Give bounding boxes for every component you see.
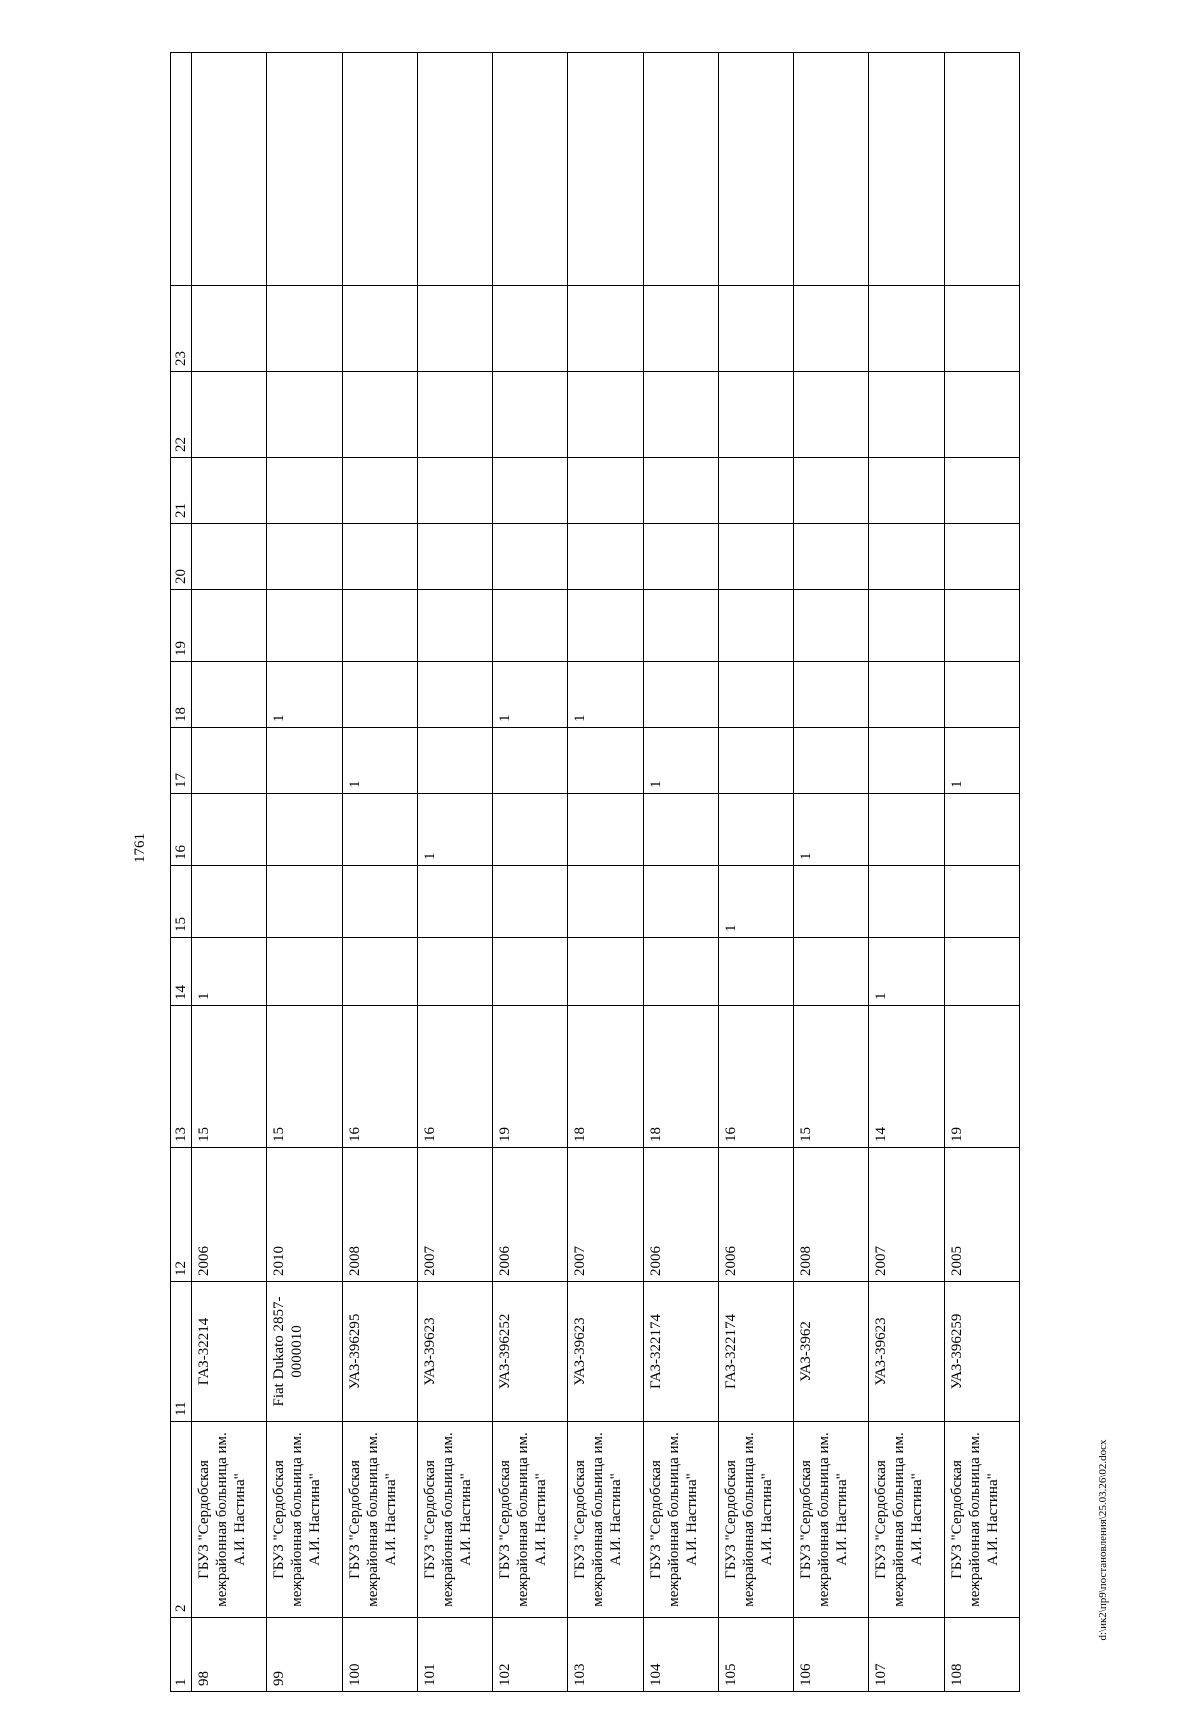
table-cell xyxy=(267,728,342,794)
table-cell xyxy=(643,794,718,866)
table-cell: 1 xyxy=(718,866,793,938)
table-cell: 1 xyxy=(869,938,944,1006)
table-cell xyxy=(568,728,643,794)
table-cell xyxy=(794,458,869,524)
table-cell: 16 xyxy=(718,1006,793,1148)
table-cell xyxy=(944,590,1019,662)
table-cell xyxy=(643,286,718,372)
column-header: 15 xyxy=(171,866,192,938)
filler-cell xyxy=(171,53,192,286)
table-cell xyxy=(568,866,643,938)
table-cell: 2006 xyxy=(643,1148,718,1282)
table-cell: 105 xyxy=(718,1618,793,1692)
column-header: 16 xyxy=(171,794,192,866)
table-cell xyxy=(192,524,267,590)
table-cell: 2006 xyxy=(192,1148,267,1282)
table-cell: ГАЗ-32214 xyxy=(192,1282,267,1422)
table-cell: ГБУЗ "Сердобская межрайонная больница им. А.И. Настина" xyxy=(944,1422,1019,1618)
filler-cell xyxy=(718,53,793,286)
table-cell xyxy=(493,590,568,662)
table-cell: 1 xyxy=(342,728,417,794)
table-cell: 2007 xyxy=(869,1148,944,1282)
filler-cell xyxy=(417,53,492,286)
table-cell: 14 xyxy=(869,1006,944,1148)
table-cell xyxy=(342,866,417,938)
table-cell xyxy=(643,458,718,524)
table-cell xyxy=(794,524,869,590)
table-body xyxy=(171,53,1020,1692)
table-cell xyxy=(342,794,417,866)
table-cell xyxy=(568,372,643,458)
table-cell: 2006 xyxy=(718,1148,793,1282)
table-cell: 15 xyxy=(192,1006,267,1148)
table-cell: 19 xyxy=(944,1006,1019,1148)
table-cell xyxy=(417,286,492,372)
table-cell xyxy=(794,728,869,794)
table-cell: ГБУЗ "Сердобская межрайонная больница им. А.И. Настина" xyxy=(493,1422,568,1618)
table-cell: 1 xyxy=(417,794,492,866)
table-cell xyxy=(718,524,793,590)
table-cell xyxy=(493,728,568,794)
table-cell xyxy=(568,590,643,662)
table-cell: ГБУЗ "Сердобская межрайонная больница им. А.И. Настина" xyxy=(192,1422,267,1618)
table-cell xyxy=(493,286,568,372)
column-header: 1 xyxy=(171,1618,192,1692)
table-cell xyxy=(267,866,342,938)
table-cell: 103 xyxy=(568,1618,643,1692)
table-cell xyxy=(718,794,793,866)
table-cell: ГБУЗ "Сердобская межрайонная больница им. А.И. Настина" xyxy=(342,1422,417,1618)
table-cell xyxy=(267,794,342,866)
table-cell xyxy=(869,866,944,938)
table-cell xyxy=(493,458,568,524)
table-cell xyxy=(417,458,492,524)
table-cell xyxy=(718,458,793,524)
column-header: 18 xyxy=(171,662,192,728)
table-cell xyxy=(267,524,342,590)
table-cell xyxy=(192,794,267,866)
table-cell xyxy=(417,662,492,728)
table-cell: 15 xyxy=(267,1006,342,1148)
table-row xyxy=(869,53,944,1692)
filler-cell xyxy=(944,53,1019,286)
page-number: 1761 xyxy=(132,833,148,863)
table-cell xyxy=(643,938,718,1006)
table-cell xyxy=(944,458,1019,524)
table-cell: ГБУЗ "Сердобская межрайонная больница им. А.И. Настина" xyxy=(869,1422,944,1618)
table-cell: 98 xyxy=(192,1618,267,1692)
table-cell: УАЗ-39623 xyxy=(417,1282,492,1422)
table-cell: 104 xyxy=(643,1618,718,1692)
table-cell xyxy=(718,662,793,728)
table-cell: 2005 xyxy=(944,1148,1019,1282)
table-cell xyxy=(944,662,1019,728)
table-cell xyxy=(869,794,944,866)
table-row xyxy=(643,53,718,1692)
table-cell xyxy=(192,728,267,794)
table-cell: 101 xyxy=(417,1618,492,1692)
table-cell: ГБУЗ "Сердобская межрайонная больница им. А.И. Настина" xyxy=(267,1422,342,1618)
table-cell: 108 xyxy=(944,1618,1019,1692)
table-row xyxy=(493,53,568,1692)
table-cell: 2008 xyxy=(342,1148,417,1282)
table-cell: Fiat Dukato 2857-0000010 xyxy=(267,1282,342,1422)
column-header: 20 xyxy=(171,524,192,590)
table-cell: ГБУЗ "Сердобская межрайонная больница им. А.И. Настина" xyxy=(794,1422,869,1618)
table-cell xyxy=(493,938,568,1006)
table-cell: 2008 xyxy=(794,1148,869,1282)
table-cell xyxy=(794,938,869,1006)
table-row xyxy=(568,53,643,1692)
table-row xyxy=(267,53,342,1692)
filler-cell xyxy=(568,53,643,286)
table-cell xyxy=(643,866,718,938)
column-header: 14 xyxy=(171,938,192,1006)
table-row xyxy=(192,53,267,1692)
table-cell xyxy=(417,590,492,662)
table-cell xyxy=(869,458,944,524)
vehicle-table xyxy=(170,52,1020,1692)
table-cell xyxy=(718,590,793,662)
table-cell: 2010 xyxy=(267,1148,342,1282)
table-cell: 16 xyxy=(417,1006,492,1148)
filler-cell xyxy=(192,53,267,286)
column-header: 13 xyxy=(171,1006,192,1148)
table-cell: УАЗ-3962 xyxy=(794,1282,869,1422)
table-row xyxy=(944,53,1019,1692)
table-cell: 106 xyxy=(794,1618,869,1692)
table-cell xyxy=(417,728,492,794)
table-cell xyxy=(944,286,1019,372)
table-cell: 1 xyxy=(192,938,267,1006)
table-cell xyxy=(192,372,267,458)
table-cell xyxy=(342,662,417,728)
table-cell xyxy=(944,372,1019,458)
table-cell xyxy=(794,866,869,938)
table-cell xyxy=(192,662,267,728)
table-cell xyxy=(718,286,793,372)
table-cell xyxy=(568,458,643,524)
column-header: 12 xyxy=(171,1148,192,1282)
table-cell xyxy=(944,794,1019,866)
table-row xyxy=(342,53,417,1692)
table-cell: 18 xyxy=(643,1006,718,1148)
table-cell xyxy=(267,458,342,524)
column-header: 17 xyxy=(171,728,192,794)
table-cell: ГАЗ-322174 xyxy=(718,1282,793,1422)
table-cell: ГБУЗ "Сердобская межрайонная больница им. А.И. Настина" xyxy=(417,1422,492,1618)
table-cell xyxy=(342,372,417,458)
table-cell xyxy=(718,728,793,794)
table-cell: 102 xyxy=(493,1618,568,1692)
table-cell xyxy=(643,662,718,728)
column-header: 23 xyxy=(171,286,192,372)
filler-cell xyxy=(869,53,944,286)
column-header: 21 xyxy=(171,458,192,524)
table-cell xyxy=(643,524,718,590)
filler-cell xyxy=(794,53,869,286)
table-cell xyxy=(869,524,944,590)
table-cell: 99 xyxy=(267,1618,342,1692)
table-cell: 19 xyxy=(493,1006,568,1148)
table-cell xyxy=(568,524,643,590)
table-cell xyxy=(794,286,869,372)
column-header: 2 xyxy=(171,1422,192,1618)
table-cell xyxy=(192,286,267,372)
table-cell xyxy=(342,938,417,1006)
column-header: 11 xyxy=(171,1282,192,1422)
table-cell xyxy=(718,938,793,1006)
table-cell: ГБУЗ "Сердобская межрайонная больница им. А.И. Настина" xyxy=(568,1422,643,1618)
table-cell: ГАЗ-322174 xyxy=(643,1282,718,1422)
table-cell: 15 xyxy=(794,1006,869,1148)
table-cell xyxy=(267,590,342,662)
table-cell xyxy=(869,728,944,794)
table-cell xyxy=(493,524,568,590)
filler-cell xyxy=(267,53,342,286)
table-cell xyxy=(493,372,568,458)
table-cell: 2006 xyxy=(493,1148,568,1282)
table-cell xyxy=(342,590,417,662)
table-cell: ГБУЗ "Сердобская межрайонная больница им. А.И. Настина" xyxy=(718,1422,793,1618)
vehicle-table-container xyxy=(170,52,1020,1692)
table-cell xyxy=(192,458,267,524)
table-cell xyxy=(417,372,492,458)
table-cell xyxy=(417,524,492,590)
table-cell: УАЗ-396259 xyxy=(944,1282,1019,1422)
table-cell xyxy=(493,794,568,866)
table-cell: 2007 xyxy=(568,1148,643,1282)
table-cell xyxy=(568,794,643,866)
table-cell xyxy=(869,372,944,458)
table-cell xyxy=(342,524,417,590)
table-cell xyxy=(718,372,793,458)
filler-cell xyxy=(643,53,718,286)
table-cell xyxy=(944,866,1019,938)
table-cell xyxy=(267,286,342,372)
table-cell xyxy=(794,372,869,458)
table-cell xyxy=(944,524,1019,590)
table-cell xyxy=(643,590,718,662)
table-cell xyxy=(342,458,417,524)
table-row xyxy=(417,53,492,1692)
table-cell xyxy=(568,938,643,1006)
table-cell xyxy=(869,286,944,372)
table-cell xyxy=(267,372,342,458)
table-cell xyxy=(267,938,342,1006)
table-cell xyxy=(417,866,492,938)
table-cell: 1 xyxy=(267,662,342,728)
table-cell: 107 xyxy=(869,1618,944,1692)
table-cell xyxy=(192,590,267,662)
table-cell: 1 xyxy=(944,728,1019,794)
table-cell xyxy=(944,938,1019,1006)
table-cell xyxy=(794,662,869,728)
table-cell: УАЗ-396252 xyxy=(493,1282,568,1422)
table-cell xyxy=(643,372,718,458)
table-row xyxy=(794,53,869,1692)
table-cell: УАЗ-396295 xyxy=(342,1282,417,1422)
table-cell: 1 xyxy=(794,794,869,866)
table-cell xyxy=(794,590,869,662)
table-cell xyxy=(417,938,492,1006)
table-cell xyxy=(342,286,417,372)
table-cell: 1 xyxy=(643,728,718,794)
filler-cell xyxy=(342,53,417,286)
column-header: 22 xyxy=(171,372,192,458)
document-file-path: d:\ик2\пр9\постановления\25.03.26\02.docx xyxy=(1097,1439,1109,1641)
table-cell: УАЗ-39623 xyxy=(869,1282,944,1422)
table-cell xyxy=(568,286,643,372)
column-header: 19 xyxy=(171,590,192,662)
filler-cell xyxy=(493,53,568,286)
table-cell: 16 xyxy=(342,1006,417,1148)
table-cell: 1 xyxy=(568,662,643,728)
table-cell xyxy=(869,590,944,662)
table-cell: 18 xyxy=(568,1006,643,1148)
table-cell: 1 xyxy=(493,662,568,728)
table-cell xyxy=(192,866,267,938)
table-cell: УАЗ-39623 xyxy=(568,1282,643,1422)
table-cell: 2007 xyxy=(417,1148,492,1282)
header-row xyxy=(171,53,192,1692)
table-cell: ГБУЗ "Сердобская межрайонная больница им. А.И. Настина" xyxy=(643,1422,718,1618)
table-row xyxy=(718,53,793,1692)
table-cell xyxy=(493,866,568,938)
table-cell xyxy=(869,662,944,728)
table-cell: 100 xyxy=(342,1618,417,1692)
